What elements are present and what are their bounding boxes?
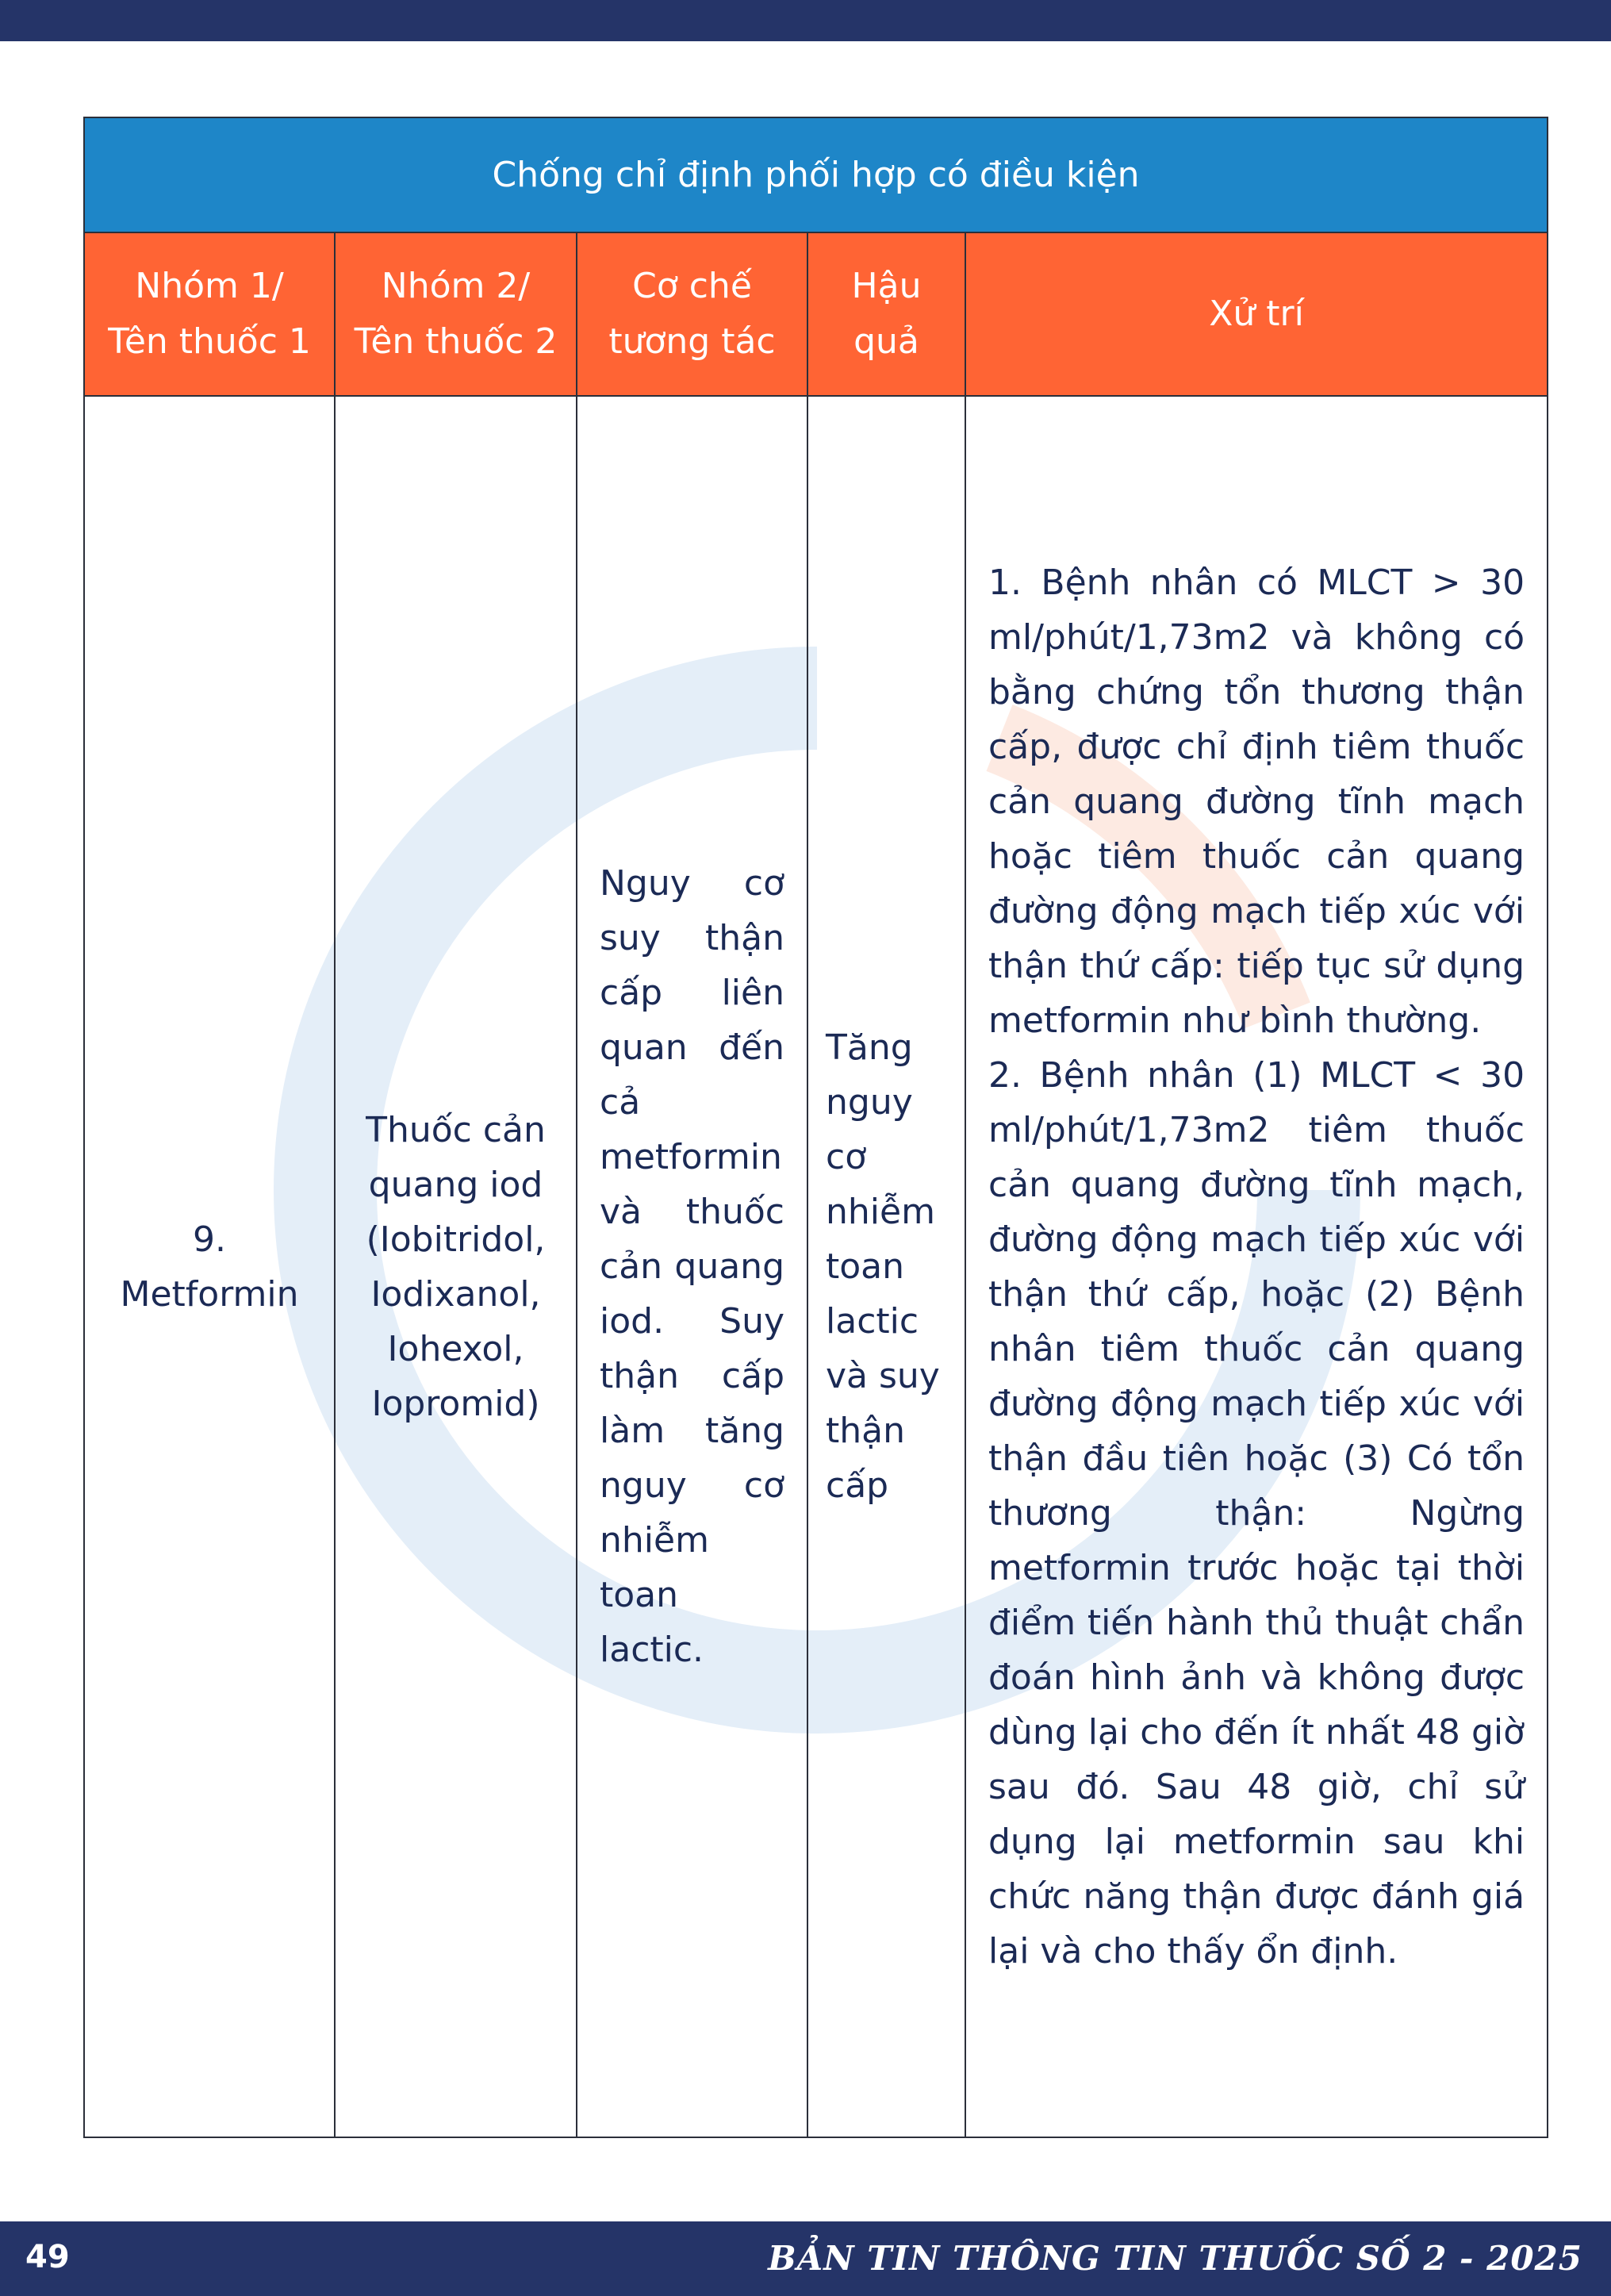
- header-drug-2: Nhóm 2/ Tên thuốc 2: [335, 232, 577, 396]
- cell-mechanism: Nguy cơ suy thận cấp liên quan đến cả metformin và thuốc cản quang iod. Suy thận cấp làm tăng nguy cơ nhiễm toan lactic.: [577, 396, 807, 2137]
- top-banner: [0, 0, 1611, 41]
- table-title: Chống chỉ định phối hợp có điều kiện: [84, 117, 1548, 232]
- cell-drug-1: 9. Metformin: [84, 396, 335, 2137]
- header-mechanism: Cơ chế tương tác: [577, 232, 807, 396]
- cell-management: 1. Bệnh nhân có MLCT > 30 ml/phút/1,73m2 và không có bằng chứng tổn thương thận cấp, được chỉ định tiêm thuốc cản quang đường tĩnh mạch hoặc tiêm thuốc cản quang đường động mạch tiếp xúc với thận thứ cấp: tiếp tục sử dụng metformin như bình thường. 2. Bệnh nhân (1) MLCT < 30 ml/phút/1,73m2 tiêm thuốc cản quang đường tĩnh mạch, đường động mạch tiếp xúc với thận thứ cấp, hoặc (2) Bệnh nhân tiêm thuốc cản quang đường động mạch tiếp xúc với thận đầu tiên hoặc (3) Có tổn thương thận: Ngừng metformin trước hoặc tại thời điểm tiến hành thủ thuật chẩn đoán hình ảnh và không được dùng lại cho đến ít nhất 48 giờ sau đó. Sau 48 giờ, chỉ sử dụng lại metformin sau khi chức năng thận được đánh giá lại và cho thấy ổn định.: [965, 396, 1548, 2137]
- cell-drug-2: Thuốc cản quang iod (Iobitridol, Iodixanol, Iohexol, Iopromid): [335, 396, 577, 2137]
- header-drug-1: Nhóm 1/ Tên thuốc 1: [84, 232, 335, 396]
- header-management: Xử trí: [965, 232, 1548, 396]
- cell-consequence: Tăng nguy cơ nhiễm toan lactic và suy thận cấp: [807, 396, 965, 2137]
- bulletin-title: BẢN TIN THÔNG TIN THUỐC SỐ 2 - 2025: [768, 2239, 1582, 2278]
- footer-bar: [0, 2221, 1611, 2296]
- interaction-table: [83, 117, 1548, 2138]
- header-consequence: Hậu quả: [807, 232, 965, 396]
- table-row: [84, 396, 1548, 2137]
- page-number: 49: [25, 2239, 70, 2275]
